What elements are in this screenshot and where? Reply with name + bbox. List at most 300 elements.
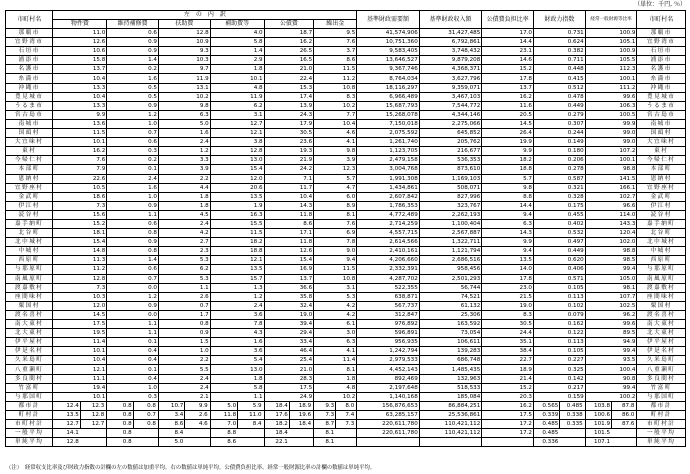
cell-c4: 1.8 [210,65,264,74]
row-name: 大宜味村 [6,138,53,147]
cell-c4: 1.2 [210,292,264,301]
cell-c1: 10.1 [53,138,107,147]
cell-c3: 10.2 [159,92,211,101]
table-row [6,310,686,319]
summary-value-c2b: 0.8 [133,420,157,428]
cell-c5: 23.6 [264,138,314,147]
cell-c7: 2,332,391 [357,265,420,274]
cell-c9: 6.3 [482,219,534,228]
cell-c5: 17.5 [264,383,314,392]
cell-c4: 5.8 [210,383,264,392]
cell-c1: 11.3 [53,256,107,265]
table-row [6,56,686,65]
cell-c6: 4.2 [314,301,357,310]
cell-c9: 14.3 [482,229,534,238]
row-name-right: 北大東村 [637,329,686,338]
cell-c10: 0.206 [533,156,585,165]
header-col4: 補助費等 [210,20,264,29]
cell-c7: 15,687,793 [357,101,420,110]
table-row [6,129,686,138]
cell-c1: 10.1 [53,392,107,401]
cell-c10: 0.279 [533,110,585,119]
row-name-right: 国頭村 [637,129,686,138]
cell-c1: 11.0 [53,29,107,38]
row-name: 西原町 [6,256,53,265]
cell-c10: 0.731 [533,29,585,38]
cell-c2: 0.6 [107,219,159,228]
cell-c6: 10.2 [314,392,357,401]
cell-c8: 958,456 [419,265,482,274]
summary-value-c4a: 8.8 [227,430,237,437]
summary-value-c10b: 0.335 [559,420,583,428]
cell-c9: 23.1 [482,47,534,56]
row-name: 南風原町 [6,274,53,283]
cell-c11: 100.1 [585,156,637,165]
summary-value-c3a: 8.6 [174,421,184,428]
cell-c8: 31,427,485 [419,29,482,38]
summary-name: 単純平均 [6,438,53,447]
cell-c7: 312,847 [357,310,420,319]
summary-cell-c4 [210,420,264,429]
cell-c8: 106,611 [419,338,482,347]
cell-c11: 102.0 [585,238,637,247]
cell-c6: 7.6 [314,38,357,47]
cell-c11: 99.4 [585,383,637,392]
row-name: 伊平屋村 [6,338,53,347]
header-col11: 経常一般財源等比率 [585,11,637,29]
table-row [6,329,686,338]
cell-c6: 8.3 [314,92,357,101]
table-row [6,110,686,119]
cell-c5: 24.2 [264,165,314,174]
summary-cell-c7 [357,438,420,447]
summary-value-c11b: 87.6 [611,420,635,428]
cell-c6: 8.9 [314,201,357,210]
cell-c4: 13.5 [210,192,264,201]
cell-c2: 1.6 [107,74,159,83]
summary-value-c10b: 0.338 [559,411,583,419]
cell-c11: 98.1 [585,283,637,292]
cell-c4: 2.9 [210,56,264,65]
summary-cell-c1 [53,410,107,419]
row-name: 与那原町 [6,265,53,274]
cell-c7: 2,979,533 [357,356,420,365]
summary-cell-c6 [314,420,357,429]
cell-c11: 99.6 [585,92,637,101]
row-name: 石垣市 [6,47,53,56]
cell-c6: 3.1 [314,283,357,292]
row-name-right: 久米島町 [637,356,686,365]
cell-c10: 0.307 [533,119,585,128]
cell-c9: 17.8 [482,274,534,283]
cell-c8: 1,100,404 [419,219,482,228]
cell-c5: 16.5 [264,56,314,65]
summary-value-c3a: 10.7 [170,402,184,409]
cell-c3: 1.1 [159,283,211,292]
cell-c8: 61,132 [419,301,482,310]
cell-c5: 14.3 [264,201,314,210]
cell-c6: 3.7 [314,47,357,56]
summary-value-c11a: 107.1 [594,439,611,446]
table-row [6,229,686,238]
cell-c5: 16.2 [264,38,314,47]
cell-c3: 2.4 [159,383,211,392]
table-row [6,247,686,256]
cell-c7: 2,479,158 [357,156,420,165]
cell-c11: 102.7 [585,192,637,201]
cell-c8: 827,996 [419,192,482,201]
cell-c10: 0.478 [533,92,585,101]
cell-c10: 0.113 [533,292,585,301]
row-name-right: 浦添市 [637,56,686,65]
row-name-right: 北中城村 [637,238,686,247]
summary-cell-c4 [210,429,264,438]
cell-c5: 22.4 [264,74,314,83]
cell-c10: 0.532 [533,229,585,238]
cell-c7: 976,892 [357,320,420,329]
cell-c10: 0.455 [533,210,585,219]
cell-c3: 3.3 [159,156,211,165]
table-row [6,383,686,392]
cell-c2: 1.6 [107,183,159,192]
summary-cell-c9 [482,438,534,447]
cell-c4: 12.1 [210,129,264,138]
summary-cell-c8 [419,438,482,447]
cell-c10: 0.328 [533,192,585,201]
summary-cell-c3 [159,410,211,419]
cell-c6: 11.4 [314,356,357,365]
cell-c10: 0.102 [533,301,585,310]
summary-value-c5b: 18.9 [289,402,312,410]
summary-name: 一般平均 [6,429,53,438]
cell-c9: 19.0 [482,301,534,310]
cell-c2: 0.6 [107,265,159,274]
cell-c9: 21.4 [482,374,534,383]
cell-c11: 89.5 [585,329,637,338]
row-name-right: 南大東村 [637,320,686,329]
cell-c1: 11.5 [53,129,107,138]
cell-c5: 21.0 [264,65,314,74]
cell-c2: 0.8 [107,247,159,256]
cell-c7: 18,116,297 [357,83,420,92]
header-col6: 繰出金 [314,20,357,29]
summary-value-c10b: 0.485 [559,402,583,410]
cell-c2: 0.6 [107,138,159,147]
cell-c2: 0.8 [107,229,159,238]
cell-c10: 0.122 [533,329,585,338]
cell-c8: 2,686,516 [419,256,482,265]
cell-c5: 21.0 [264,365,314,374]
cell-c2: 1.4 [107,56,159,65]
cell-c11: 96.2 [585,310,637,319]
summary-cell-c11 [585,420,637,429]
row-name: 伊是名村 [6,347,53,356]
summary-cell-c3 [159,401,211,410]
summary-value-c5a: 18.4 [275,430,288,437]
cell-c7: 41,574,906 [357,29,420,38]
cell-c5: 19.3 [264,147,314,156]
cell-c6: 9.5 [314,29,357,38]
table-row [6,101,686,110]
cell-c5: 17.1 [264,229,314,238]
cell-c6: 9.0 [314,247,357,256]
summary-value-c1b: 12.3 [80,402,105,410]
cell-c8: 73,054 [419,329,482,338]
cell-c3: 0.8 [159,320,211,329]
cell-c9: 8.8 [482,192,534,201]
row-name-right: 粟国村 [637,301,686,310]
table-row [6,320,686,329]
cell-c4: 20.6 [210,183,264,192]
row-name-right: 金武町 [637,192,686,201]
summary-cell-c5 [264,420,314,429]
row-name: 北大東村 [6,329,53,338]
table-row [6,356,686,365]
cell-c7: 1,123,705 [357,147,420,156]
cell-c5: 17.4 [264,92,314,101]
cell-c6: 6.9 [314,229,357,238]
row-name-right: 北谷町 [637,229,686,238]
cell-c10: 0.512 [533,83,585,92]
cell-c9: 5.7 [482,174,534,183]
cell-c1: 18.1 [53,229,107,238]
cell-c11: 99.0 [585,129,637,138]
cell-c2: 1.0 [107,383,159,392]
cell-c2: 1.1 [107,320,159,329]
cell-c11: 107.2 [585,147,637,156]
cell-c9: 20.3 [482,392,534,401]
summary-name-right: 単純平均 [637,438,686,447]
cell-c11: 105.5 [585,56,637,65]
row-name: 今帰仁村 [6,156,53,165]
cell-c10: 0.624 [533,38,585,47]
cell-c1: 9.9 [53,110,107,119]
cell-c8: 3,467,103 [419,92,482,101]
cell-c9: 19.9 [482,138,534,147]
row-name: 中城村 [6,247,53,256]
cell-c3: 6.2 [159,265,211,274]
cell-c7: 4,557,715 [357,229,420,238]
header-col5: 公債費 [264,20,314,29]
row-name-right: 宜野湾市 [637,38,686,47]
summary-row [6,429,686,438]
summary-row [6,438,686,447]
row-name: 渡名喜村 [6,310,53,319]
cell-c3: 4.5 [159,210,211,219]
row-name: 北谷町 [6,229,53,238]
summary-value-c4b: 8.4 [237,420,262,428]
cell-c10: 0.449 [533,101,585,110]
cell-c4: 10.1 [210,74,264,83]
cell-c4: 5.8 [210,38,264,47]
summary-cell-c7: 220,611,780 [357,429,420,438]
header-col1: 物件費 [53,20,107,29]
cell-c10: 0.079 [533,310,585,319]
row-name-right: 糸満市 [637,74,686,83]
cell-c9: 18.8 [482,165,534,174]
cell-c7: 2,410,161 [357,247,420,256]
cell-c5: 35.8 [264,292,314,301]
cell-c2: 0.9 [107,38,159,47]
cell-c10: 0.415 [533,74,585,83]
summary-value-c5a: 18.4 [275,402,288,409]
cell-c3: 2.2 [159,356,211,365]
cell-c6: 7.6 [314,219,357,228]
cell-c4: 5.4 [210,356,264,365]
cell-c6: 3.0 [314,329,357,338]
cell-c6: 10.8 [314,274,357,283]
cell-c5: 28.3 [264,374,314,383]
cell-c4: 13.5 [210,265,264,274]
cell-c8: 74,521 [419,292,482,301]
summary-cell-c6 [314,429,357,438]
cell-c1: 7.3 [53,283,107,292]
cell-c1: 11.4 [53,338,107,347]
cell-c8: 163,592 [419,320,482,329]
cell-c5: 29.4 [264,329,314,338]
cell-c3: 11.9 [159,74,211,83]
header-name: 市町村名 [6,11,53,29]
cell-c2: 0.9 [107,201,159,210]
summary-name-right: 一般平均 [637,429,686,438]
summary-cell-c3 [159,420,211,429]
cell-c6: 6.3 [314,338,357,347]
summary-value-c11b: 87.8 [611,402,635,410]
row-name: 北中城村 [6,238,53,247]
row-name: 恩納村 [6,174,53,183]
row-name: 南城市 [6,119,53,128]
cell-c6: 10.2 [314,101,357,110]
row-name-right: 豊見城市 [637,92,686,101]
cell-c6: 11.5 [314,265,357,274]
cell-c3: 1.0 [159,347,211,356]
table-row [6,374,686,383]
cell-c7: 1,786,353 [357,201,420,210]
cell-c4: 4.0 [210,29,264,38]
cell-c3: 2.7 [159,238,211,247]
summary-cell-c4 [210,401,264,410]
cell-c4: 11.5 [210,229,264,238]
row-name-right: 伊江村 [637,201,686,210]
cell-c2: 1.0 [107,192,159,201]
cell-c9: 9.9 [482,238,534,247]
cell-c2: 0.9 [107,238,159,247]
cell-c3: 1.8 [159,201,211,210]
cell-c7: 4,206,660 [357,256,420,265]
cell-c7: 2,607,842 [357,192,420,201]
row-name: 宜野湾市 [6,38,53,47]
row-name: 多良間村 [6,374,53,383]
cell-c11: 120.4 [585,229,637,238]
summary-cell-c7: 63,285,157 [357,410,420,419]
cell-c11: 111.2 [585,83,637,92]
cell-c4: 13.0 [210,365,264,374]
cell-c7: 3,004,768 [357,165,420,174]
cell-c6: 3.9 [314,156,357,165]
cell-c4: 2.4 [210,301,264,310]
cell-c7: 2,614,566 [357,238,420,247]
cell-c6: 4.1 [314,347,357,356]
summary-cell-c7: 220,611,780 [357,420,420,429]
cell-c2: 0.3 [107,392,159,401]
cell-c10: 0.142 [533,374,585,383]
cell-c8: 536,353 [419,156,482,165]
cell-c9: 24.4 [482,329,534,338]
cell-c7: 1,242,794 [357,347,420,356]
cell-c6: 8.1 [314,365,357,374]
cell-c8: 2,275,066 [419,119,482,128]
cell-c2: 0.3 [107,147,159,156]
summary-cell-c10 [533,401,585,410]
table-row [6,256,686,265]
summary-value-c3b: 9.9 [184,402,208,410]
cell-c4: 3.8 [210,138,264,147]
row-name: 久米島町 [6,356,53,365]
summary-cell-c8: 110,421,112 [419,429,482,438]
cell-c1: 19.4 [53,383,107,392]
cell-c10: 0.497 [533,238,585,247]
cell-c11: 100.9 [585,29,637,38]
summary-value-c6b: 7.3 [335,420,355,428]
cell-c1: 10.3 [53,292,107,301]
cell-c3: 2.4 [159,374,211,383]
table-row [6,92,686,101]
cell-c8: 2,262,193 [419,210,482,219]
cell-c9: 15.2 [482,383,534,392]
row-name-right: 読谷村 [637,210,686,219]
cell-c11: 100.5 [585,110,637,119]
cell-c8: 645,852 [419,129,482,138]
row-name-right: 竹富町 [637,383,686,392]
cell-c4: 12.0 [210,174,264,183]
cell-c6: 8.1 [314,210,357,219]
summary-value-c10a: 0.336 [542,439,559,446]
cell-c5: 33.4 [264,338,314,347]
cell-c3: 0.7 [159,301,211,310]
cell-c2: 1.2 [107,110,159,119]
financial-table [5,10,686,447]
cell-c3: 1.5 [159,338,211,347]
cell-c2: 0.1 [107,165,159,174]
summary-value-c2a: 0.8 [122,421,132,428]
cell-c1: 19.5 [53,329,107,338]
cell-c5: 24.3 [264,110,314,119]
row-name-right: 伊平屋村 [637,338,686,347]
table-row [6,338,686,347]
summary-cell-c8: 110,421,112 [419,420,482,429]
cell-c3: 1.7 [159,310,211,319]
cell-c10: 0.227 [533,356,585,365]
row-name-right: 与那原町 [637,265,686,274]
cell-c6: 7.8 [314,238,357,247]
row-name: 沖縄市 [6,83,53,92]
row-name-right: 南城市 [637,119,686,128]
cell-c11: 105.0 [585,274,637,283]
summary-cell-c1 [53,438,107,447]
summary-cell-c9: 17.2 [482,429,534,438]
table-row [6,192,686,201]
cell-c11: 96.6 [585,201,637,210]
summary-cell-c11 [585,438,637,447]
summary-value-c5a: 17.6 [275,411,288,418]
summary-cell-c1 [53,429,107,438]
summary-value-c2a: 0.8 [122,430,132,437]
row-name: 金武町 [6,192,53,201]
cell-c11: 114.0 [585,210,637,219]
row-name: 名護市 [6,65,53,74]
cell-c8: 508,071 [419,183,482,192]
summary-name-right: 都市計 [637,401,686,410]
